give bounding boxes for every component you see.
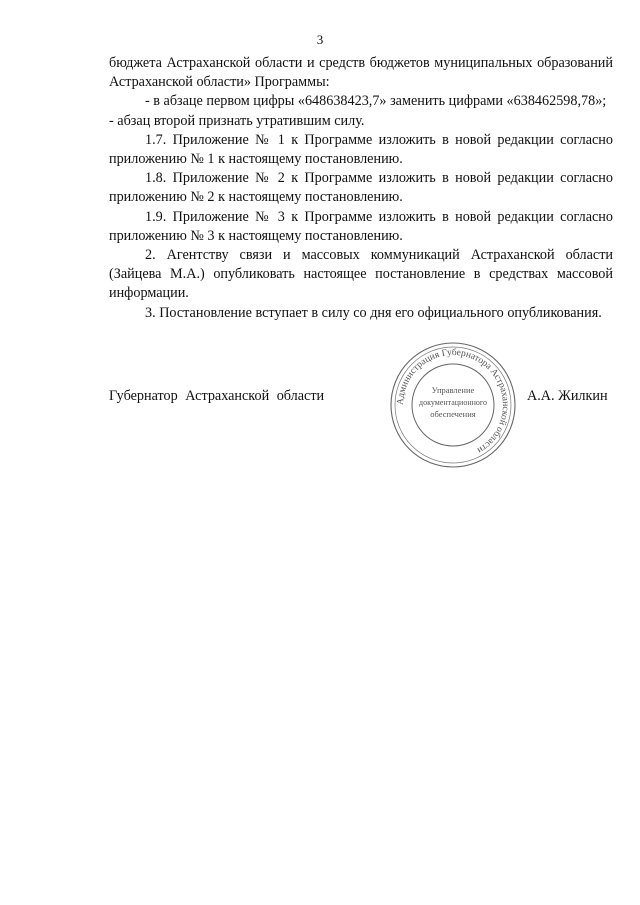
signer-title: Губернатор Астраханской области <box>109 388 325 404</box>
page-number: 3 <box>316 32 324 47</box>
paragraph-budget: бюджета Астраханской области и средств бюджетов муниципальных образований Астраханской области» Программы: <box>109 55 613 91</box>
stamp-center-line-2: документационного <box>419 398 487 407</box>
paragraph-invalidate: - абзац второй признать утратившим силу. <box>109 112 365 129</box>
paragraph-appendix-1: 1.7. Приложение № 1 к Программе изложить в новой редакции согласно приложению № 1 к настоящему постановлению. <box>109 131 613 168</box>
paragraph-appendix-3: 1.9. Приложение № 3 к Программе изложить в новой редакции согласно приложению № 3 к настоящему постановлению. <box>109 208 613 244</box>
stamp-center-line-3: обеспечения <box>430 409 476 419</box>
document-body <box>109 54 613 323</box>
paragraph-appendix-2: 1.8. Приложение № 2 к Программе изложить в новой редакции согласно приложению № 2 к настоящему постановлению. <box>109 170 613 206</box>
signer-name: А.А. Жилкин <box>527 388 608 404</box>
stamp-ring-text: Администрация Губернатора Астраханской области <box>395 347 511 456</box>
paragraph-replace-figures: - в абзаце первом цифры «648638423,7» заменить цифрами «638462598,78»; <box>145 93 607 110</box>
paragraph-publication: 2. Агентству связи и массовых коммуникаций Астраханской области (Зайцева М.А.) опубликовать настоящее постановление в средствах массовой информации. <box>109 247 613 302</box>
stamp-center-line-1: Управление <box>431 385 475 395</box>
official-stamp <box>388 340 518 470</box>
paragraph-effective-date: 3. Постановление вступает в силу со дня его официального опубликования. <box>145 304 602 321</box>
